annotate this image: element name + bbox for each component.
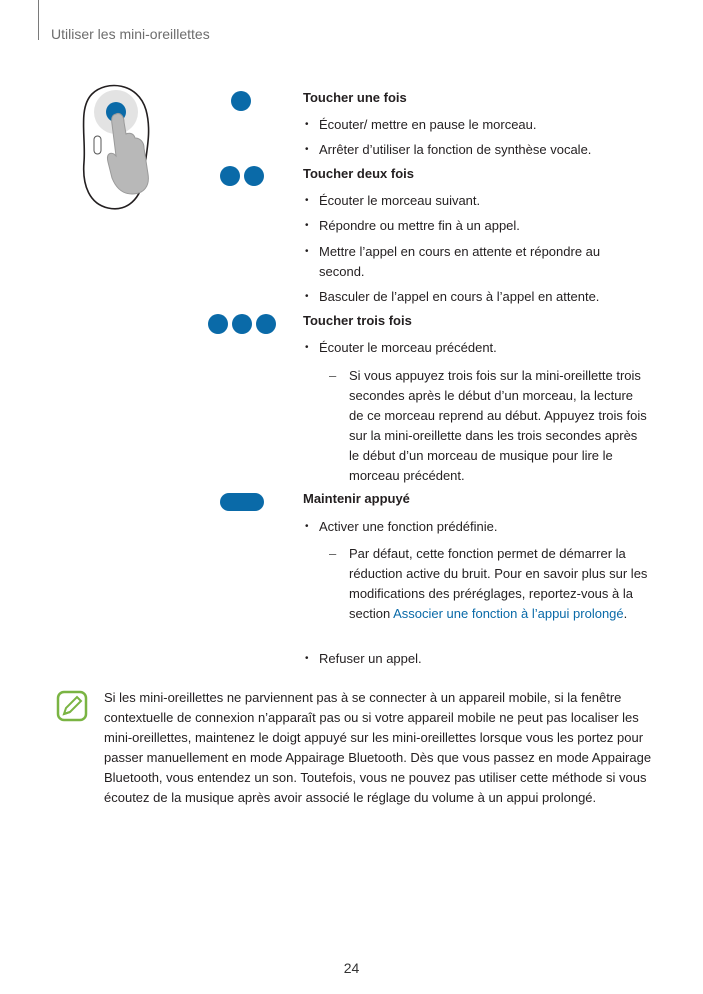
sub-item-text-end: . (623, 606, 628, 621)
earbud-touch-illustration (78, 82, 160, 212)
long-press-pill (220, 493, 264, 511)
tap-dot (256, 314, 276, 334)
note-pencil-icon (56, 690, 88, 722)
long-press-indicator (220, 493, 264, 511)
list-item: • Écouter le morceau précédent. (319, 338, 639, 358)
section-title-single-tap: Toucher une fois (303, 90, 407, 105)
tap-dot (220, 166, 240, 186)
page-number: 24 (343, 960, 360, 976)
sub-list-item: – Si vous appuyez trois fois sur la mini-oreillette trois secondes après le début d’un morceau, la lecture de ce morceau reprend au début. Appuyez trois fois sur la mini-oreillette dans les trois secondes après le début d’un morceau de musique pour lire le morceau précédent. (349, 366, 649, 486)
list-item: • Écouter le morceau suivant. (319, 191, 639, 211)
list-item: • Écouter/ mettre en pause le morceau. (319, 115, 639, 135)
tap-dot (232, 314, 252, 334)
long-press-settings-link[interactable]: Associer une fonction à l’appui prolongé (393, 606, 624, 621)
double-tap-indicator (220, 166, 264, 186)
list-item: • Arrêter d’utiliser la fonction de synthèse vocale. (319, 140, 639, 160)
single-tap-indicator (231, 91, 251, 111)
list-item: • Activer une fonction prédéfinie. (319, 517, 639, 537)
header-rule (38, 0, 39, 40)
tap-dot (208, 314, 228, 334)
list-item: • Répondre ou mettre fin à un appel. (319, 216, 639, 236)
tap-dot (231, 91, 251, 111)
sub-item-text: Par défaut, cette fonction permet de démarrer la réduction active du bruit. Pour en savoir plus sur les modifications des préréglages, reportez-vous à la section (349, 546, 648, 621)
note-text: Si les mini-oreillettes ne parviennent pas à se connecter à un appareil mobile, si la fenêtre contextuelle de connexion n’apparaît pas ou si votre appareil mobile ne peut pas localiser les mini-oreillettes, maintenez le doigt appuyé sur les mini-oreillettes lorsque vous les portez pour passer manuellement en mode Appairage Bluetooth. Dès que vous passez en mode Appairage Bluetooth, vous entendez un son. Toutefois, vous ne pouvez pas utiliser cette méthode si vous écoutez de la musique après avoir associé le réglage du volume à un appui prolongé. (104, 690, 652, 805)
list-item: • Refuser un appel. (319, 649, 639, 669)
list-item: • Basculer de l’appel en cours à l’appel en attente. (319, 287, 639, 307)
section-title-double-tap: Toucher deux fois (303, 166, 414, 181)
section-title-triple-tap: Toucher trois fois (303, 313, 412, 328)
tap-dot (244, 166, 264, 186)
section-title-long-press: Maintenir appuyé (303, 491, 410, 506)
triple-tap-indicator (208, 314, 276, 334)
page-header-title: Utiliser les mini-oreillettes (51, 26, 210, 42)
sub-list-item (349, 544, 649, 624)
list-item: • Mettre l’appel en cours en attente et répondre au second. (319, 242, 639, 282)
